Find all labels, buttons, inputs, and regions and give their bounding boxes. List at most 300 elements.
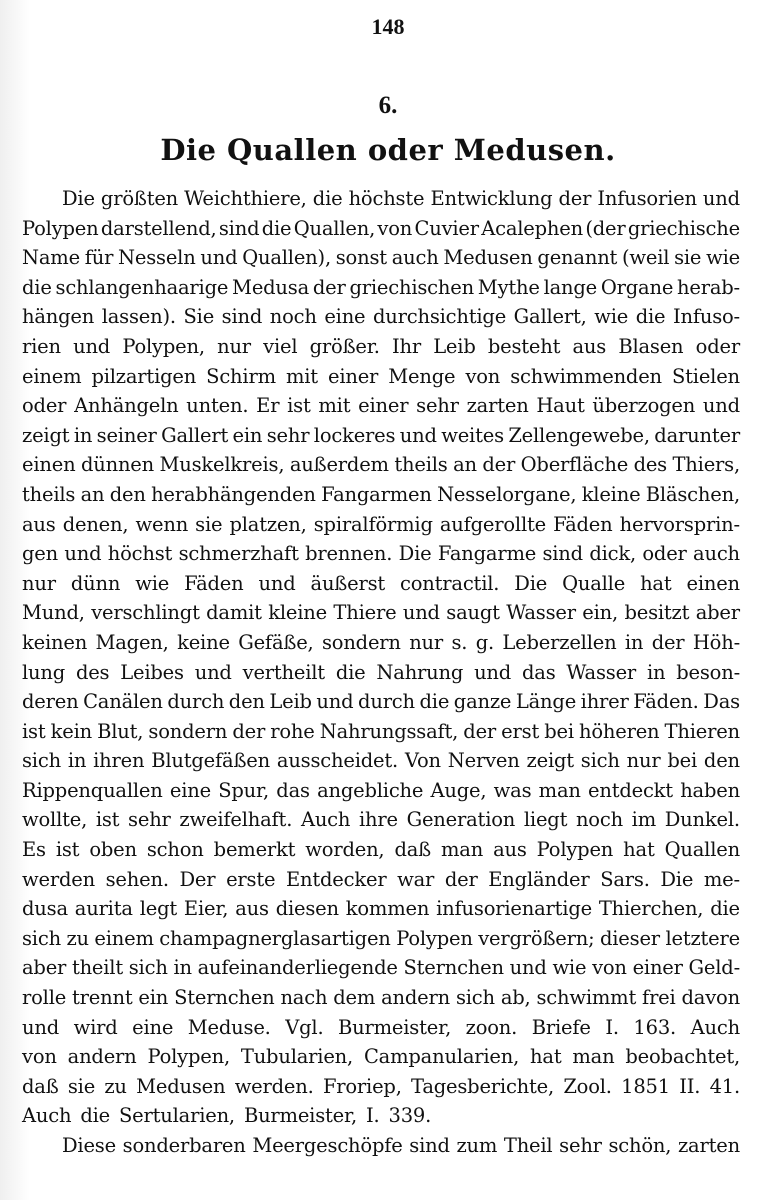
word: beson- — [676, 660, 740, 684]
word: aber — [22, 956, 67, 980]
word: sondern — [321, 630, 401, 654]
word: war — [397, 867, 435, 891]
word: hat — [640, 571, 672, 595]
word: Theil — [503, 1134, 553, 1157]
word: zweifelhaft. — [179, 808, 293, 832]
text-line — [22, 687, 740, 717]
word: frei — [642, 986, 676, 1010]
text-line — [22, 450, 740, 480]
word: sehr — [559, 1134, 602, 1157]
word: lung — [22, 660, 66, 684]
text-line — [22, 924, 740, 954]
word: des — [633, 453, 667, 477]
word: einem — [22, 364, 82, 388]
word: wie — [706, 246, 740, 270]
word: eine — [132, 1015, 174, 1039]
word: sind — [221, 305, 263, 329]
text-line — [22, 184, 740, 214]
word: einer — [632, 956, 683, 980]
word: erste — [226, 867, 276, 891]
word: Tagesberichte, — [411, 1074, 555, 1098]
word: contractil. — [400, 571, 500, 595]
word: Auch — [690, 1015, 740, 1039]
word: werden. — [234, 1074, 314, 1098]
word: genannt — [537, 246, 618, 270]
word: pilzartigen — [91, 364, 197, 388]
word: Auch — [22, 1104, 72, 1128]
word: saugt — [446, 601, 500, 625]
word: 41. — [709, 1074, 740, 1098]
text-line — [22, 865, 740, 895]
word: Blutgefäßen — [151, 749, 270, 773]
word: Die — [660, 867, 694, 891]
text-line — [22, 776, 740, 806]
word: zarten — [677, 1134, 740, 1157]
text-line — [22, 480, 740, 510]
word: seiner — [96, 423, 157, 447]
word: wollte, — [22, 808, 88, 832]
word: das — [521, 660, 556, 684]
word: entdeckt — [588, 778, 673, 802]
word: Acalephen — [481, 216, 583, 240]
text-line — [22, 243, 740, 273]
word: viel — [263, 334, 298, 358]
word: zoon. — [465, 1015, 518, 1039]
word: Qualle — [562, 571, 626, 595]
word: den — [109, 482, 146, 506]
word: der — [312, 275, 346, 299]
word: daß — [394, 838, 431, 862]
word: vertheilt — [242, 660, 325, 684]
word: Blasen — [618, 334, 684, 358]
word: sie — [67, 1074, 96, 1098]
text-line — [22, 746, 740, 776]
word: zu — [104, 1074, 127, 1098]
word: ein, — [582, 601, 619, 625]
text-line — [22, 805, 740, 835]
word: man — [538, 778, 581, 802]
word: Dunkel. — [664, 808, 740, 832]
word: Das — [703, 690, 740, 714]
word: an — [453, 453, 477, 477]
text-line — [22, 717, 740, 747]
text-line — [22, 569, 740, 599]
word: Froriep, — [322, 1074, 402, 1098]
word: außerdem — [289, 453, 389, 477]
word: Mund, — [22, 601, 85, 625]
text-line — [22, 658, 740, 688]
word: erst — [501, 719, 540, 743]
word: haben — [680, 778, 740, 802]
word: und — [316, 690, 354, 714]
word: die — [419, 690, 450, 714]
word: Name — [22, 246, 80, 270]
word: der — [651, 630, 685, 654]
word: Medusen — [443, 246, 533, 270]
word: einen — [22, 453, 76, 477]
word: Auge, — [430, 778, 487, 802]
word: schön, — [608, 1134, 672, 1157]
word: Sars. — [600, 867, 650, 891]
word: Zellengewebe, — [508, 423, 650, 447]
word: dusa — [22, 897, 68, 921]
text-line — [22, 273, 740, 303]
word: ausscheidet. — [276, 749, 399, 773]
text-line — [22, 391, 740, 421]
word: Magen, — [95, 630, 169, 654]
word: sehr — [416, 394, 459, 418]
word: Fäden — [184, 571, 244, 595]
word: an — [80, 482, 105, 506]
word: Die — [514, 571, 548, 595]
word: man — [572, 1045, 615, 1069]
word: Organe — [600, 275, 674, 299]
word: Infuso- — [672, 305, 740, 329]
word: sonst — [335, 246, 387, 270]
word: aber — [695, 601, 740, 625]
word: 1851 — [621, 1074, 670, 1098]
word: noch — [269, 305, 317, 329]
word: die — [22, 275, 52, 299]
word: Diese — [62, 1134, 116, 1157]
word: der — [482, 453, 516, 477]
word: sehen. — [105, 867, 169, 891]
word: sich — [580, 749, 620, 773]
word: aurita — [74, 897, 133, 921]
page-number: 148 — [371, 14, 405, 39]
word: Wasser — [506, 601, 576, 625]
word: wie — [135, 571, 170, 595]
word: Der — [179, 867, 216, 891]
word: einer — [358, 394, 409, 418]
text-line — [22, 214, 740, 244]
word: aufgerollte — [439, 512, 546, 536]
word: Er — [256, 394, 280, 418]
body-text — [22, 184, 740, 1161]
word: theilt — [71, 956, 123, 980]
word: wird — [73, 1015, 118, 1039]
word: me- — [703, 867, 740, 891]
word: oder — [22, 394, 67, 418]
text-line — [22, 1131, 740, 1161]
word: hat — [623, 838, 655, 862]
word: schlangenhaarige — [55, 275, 229, 299]
word: Oberfläche — [520, 453, 629, 477]
word: dünnen — [80, 453, 154, 477]
word: wie — [594, 305, 629, 329]
word: sich — [128, 956, 168, 980]
word: Menge — [388, 364, 456, 388]
chapter-title: Die Quallen oder Medusen. — [160, 133, 616, 167]
text-line — [22, 1072, 740, 1102]
word: Burmeister, — [243, 1104, 357, 1128]
word: ihren — [93, 749, 145, 773]
word: kleine — [268, 601, 327, 625]
word: dick, — [589, 542, 636, 566]
word: keine — [177, 630, 230, 654]
word: Polypen, — [122, 334, 205, 358]
word: auch — [693, 542, 740, 566]
word: Generation — [406, 808, 516, 832]
word: im — [631, 808, 656, 832]
word: die — [335, 660, 366, 684]
word: Geld- — [688, 956, 740, 980]
word: Medusen — [136, 1074, 226, 1098]
word: Campanularien, — [363, 1045, 520, 1069]
word: Es — [22, 838, 46, 862]
text-line — [22, 539, 740, 569]
word: Meergeschöpfe — [252, 1134, 403, 1157]
word: kommen — [345, 897, 430, 921]
word: gen — [22, 542, 58, 566]
word: für — [84, 246, 114, 270]
text-line — [22, 628, 740, 658]
word: von — [465, 364, 501, 388]
word: Thierchen, — [598, 897, 704, 921]
word: daß — [22, 1074, 59, 1098]
word: Fangarme — [437, 542, 537, 566]
word: und — [702, 187, 740, 210]
word: Leberzellen — [502, 630, 617, 654]
word: der — [444, 867, 478, 891]
word: infusorienartige — [436, 897, 592, 921]
word: Entwicklung — [430, 187, 553, 210]
word: Die — [398, 542, 432, 566]
word: was — [493, 778, 532, 802]
word: letztere — [665, 926, 740, 950]
word: champagnerglasartigen — [159, 926, 391, 950]
word: der — [463, 719, 497, 743]
word: Sternchen — [174, 986, 275, 1010]
word: oder — [642, 542, 687, 566]
word: schwimmenden — [510, 364, 662, 388]
word: Leib — [433, 334, 476, 358]
word: sie — [195, 512, 223, 536]
word: durch — [358, 690, 415, 714]
word: Schirm — [206, 364, 276, 388]
word: weites — [441, 423, 504, 447]
word: Sie — [183, 305, 215, 329]
word: andern — [67, 1045, 137, 1069]
word: damit — [206, 601, 262, 625]
word: durch — [167, 690, 225, 714]
word: angebliche — [317, 778, 424, 802]
word: worden, — [305, 838, 385, 862]
word: beobachtet, — [625, 1045, 740, 1069]
word: griechischen — [349, 275, 474, 299]
word: in — [646, 660, 666, 684]
word: höchste — [348, 187, 425, 210]
word: von — [592, 956, 627, 980]
word: Leibes — [120, 660, 184, 684]
word: schon — [146, 838, 204, 862]
word: Sertularien, — [119, 1104, 235, 1128]
word: bemerkt — [213, 838, 296, 862]
word: Mythe — [477, 275, 540, 299]
word: II. — [679, 1074, 701, 1098]
word: mit — [285, 364, 318, 388]
word: oder — [695, 334, 740, 358]
word: ist — [95, 808, 120, 832]
word: Vgl. — [285, 1015, 324, 1039]
text-line — [22, 835, 740, 865]
word: Fäden. — [633, 690, 699, 714]
word: vergrößern; — [478, 926, 595, 950]
word: eine — [324, 305, 366, 329]
word: davon — [681, 986, 740, 1010]
word: verschlingt — [91, 601, 200, 625]
word: oben — [89, 838, 137, 862]
word: in — [67, 749, 87, 773]
word: einer — [327, 364, 379, 388]
word: wie — [552, 956, 587, 980]
word: Infusorien — [597, 187, 697, 210]
word: Länge — [515, 690, 577, 714]
word: Rippenquallen — [22, 778, 163, 802]
word: sehr — [266, 423, 310, 447]
word: rohe — [270, 719, 315, 743]
word: liegt — [523, 808, 568, 832]
word: Entdecker — [286, 867, 387, 891]
word: Polypen — [22, 216, 99, 240]
word: Thieren — [664, 719, 740, 743]
word: aus — [493, 838, 527, 862]
word: Tubularien, — [240, 1045, 354, 1069]
word: und — [702, 394, 740, 418]
word: lassen). — [101, 305, 176, 329]
text-line — [22, 332, 740, 362]
word: Wasser — [566, 660, 637, 684]
word: und — [402, 601, 440, 625]
word: und — [399, 423, 437, 447]
word: I. — [365, 1104, 380, 1128]
word: die — [80, 1104, 110, 1128]
word: sich — [455, 986, 495, 1010]
word: und — [73, 334, 111, 358]
word: ihrer — [580, 690, 629, 714]
word: Polypen — [396, 926, 473, 950]
word: bei — [544, 719, 574, 743]
word: in — [624, 630, 644, 654]
word: Briefe — [531, 1015, 591, 1039]
word: und — [200, 246, 238, 270]
word: zarten — [466, 394, 529, 418]
word: Polypen — [536, 838, 614, 862]
word: und — [474, 660, 512, 684]
word: theils — [22, 482, 76, 506]
word: Nerven — [447, 749, 520, 773]
word: Gefäße, — [238, 630, 314, 654]
word: nur — [22, 571, 56, 595]
word: spiralförmig — [313, 512, 433, 536]
word: Canälen — [83, 690, 163, 714]
word: Sternchen — [403, 956, 504, 980]
word: Die — [62, 187, 95, 210]
word: darunter — [654, 423, 740, 447]
word: aus — [22, 512, 56, 536]
word: sonderbaren — [122, 1134, 246, 1157]
word: 163. — [633, 1015, 677, 1039]
word: die — [710, 897, 740, 921]
text-line — [22, 302, 740, 332]
word: Blut, — [97, 719, 144, 743]
word: Anhängeln — [74, 394, 179, 418]
word: in — [73, 423, 93, 447]
word: größten — [100, 187, 179, 210]
word: denen, — [62, 512, 129, 536]
word: nur — [217, 334, 251, 358]
word: hat — [530, 1045, 562, 1069]
word: ihre — [359, 808, 398, 832]
word: Höh- — [692, 630, 740, 654]
word: bei — [667, 749, 698, 773]
word: rien — [22, 334, 61, 358]
word: ist — [287, 394, 311, 418]
word: höheren — [579, 719, 660, 743]
word: in — [173, 956, 192, 980]
word: das — [276, 778, 310, 802]
word: des — [75, 660, 110, 684]
word: andern — [381, 986, 450, 1010]
word: der — [232, 719, 266, 743]
word: sich — [22, 926, 61, 950]
text-line — [22, 953, 740, 983]
word: legt — [139, 897, 177, 921]
word: Fäden — [553, 512, 613, 536]
word: g. — [475, 630, 494, 654]
word: trennt — [72, 986, 133, 1010]
word: s. — [451, 630, 468, 654]
word: einem — [94, 926, 154, 950]
word: einen — [686, 571, 740, 595]
text-line — [22, 510, 740, 540]
word: werden — [22, 867, 95, 891]
word: von — [377, 216, 413, 240]
word: ab, — [500, 986, 531, 1010]
word: sehr — [128, 808, 171, 832]
word: herab- — [677, 275, 740, 299]
word: man — [440, 838, 484, 862]
word: kein — [50, 719, 92, 743]
word: keinen — [22, 630, 88, 654]
word: Nahrung — [376, 660, 464, 684]
word: Burmeister, — [338, 1015, 452, 1039]
word: Eier, — [183, 897, 229, 921]
word: nach — [280, 986, 328, 1010]
word: rolle — [22, 986, 67, 1010]
text-line — [22, 421, 740, 451]
word: besteht — [487, 334, 561, 358]
word: von — [22, 1045, 57, 1069]
word: zeigt — [22, 423, 70, 447]
word: Gallert, — [513, 305, 587, 329]
word: und — [64, 542, 102, 566]
word: unten. — [186, 394, 249, 418]
word: die — [635, 305, 666, 329]
word: ein — [232, 423, 263, 447]
word: Auch — [300, 808, 351, 832]
text-line — [22, 894, 740, 924]
word: (weil — [621, 246, 670, 270]
word: die — [261, 216, 292, 240]
word: und — [258, 571, 296, 595]
text-line — [22, 1101, 740, 1131]
word: 339. — [388, 1104, 432, 1128]
word: Thiers, — [672, 453, 740, 477]
word: Fangarmen — [321, 482, 432, 506]
word: Ihr — [391, 334, 421, 358]
word: dieser — [599, 926, 660, 950]
